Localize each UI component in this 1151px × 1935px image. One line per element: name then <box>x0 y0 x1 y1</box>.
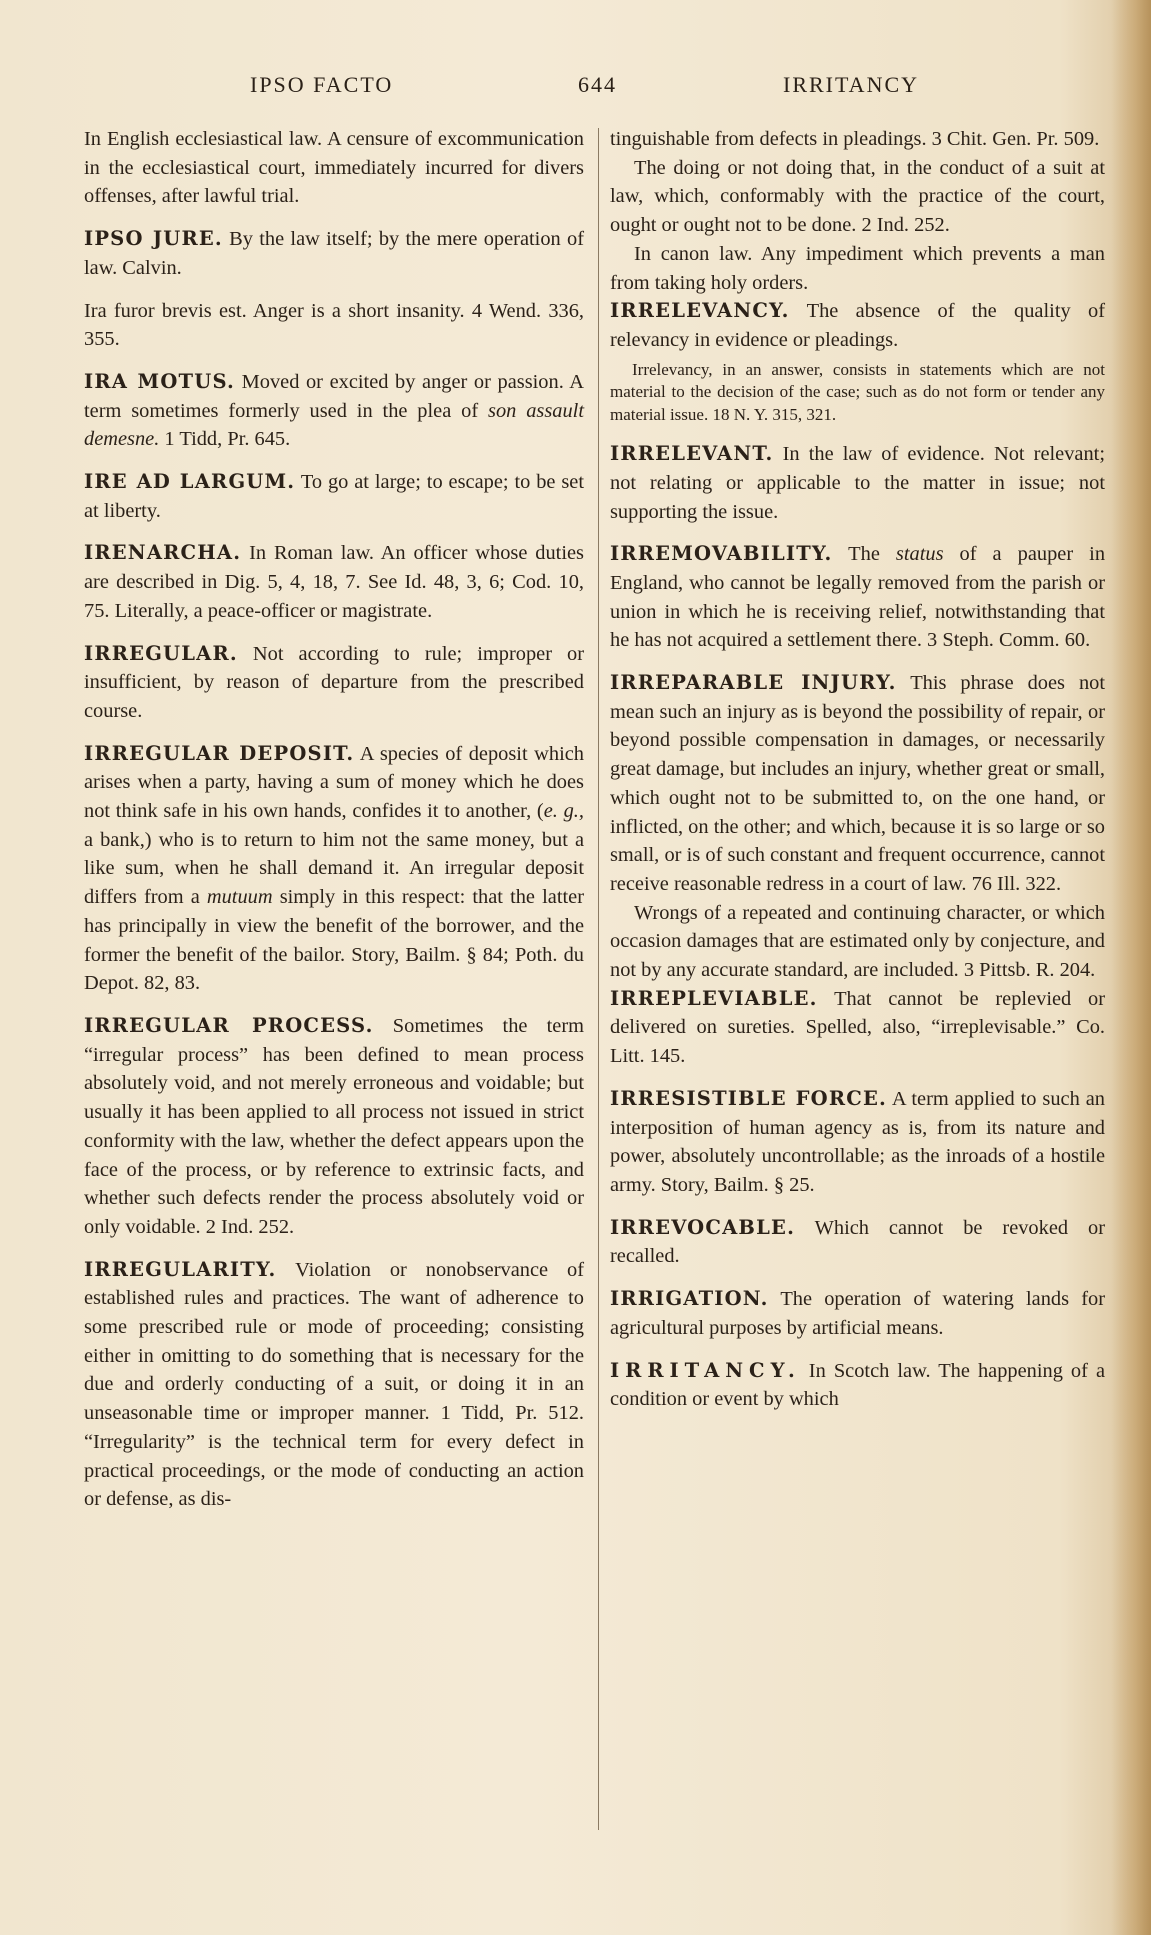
column-divider <box>598 128 599 1830</box>
entry-italic: e. g., <box>543 800 585 823</box>
running-head-left: IPSO FACTO <box>250 72 394 97</box>
entry-irregularity-continued <box>610 125 1105 154</box>
entry-text: A term applied to such an interposition of human agency as is, from its nature and power, absolutely uncontrollable; as the inroads of a hostile army. Story, Bailm. § 25. <box>610 1087 1105 1196</box>
entry-irrigation <box>610 1285 1105 1342</box>
entry-irrelevancy-note <box>610 359 1105 427</box>
entry-irregular-deposit <box>84 740 584 998</box>
entry-note-text: Irrelevancy, in an answer, consists in statements which are not material to the decision of the case; such as do not form or tender any material issue. 18 N. Y. 315, 321. <box>610 359 1105 424</box>
entry-irregularity-canon <box>610 240 1105 297</box>
entry-text: The <box>832 543 896 566</box>
entry-text: In canon law. Any impediment which prevents a man from taking holy orders. <box>610 242 1105 294</box>
entry-irregular-process <box>84 1012 584 1242</box>
entry-irrelevancy <box>610 297 1105 354</box>
entry-text: simply in this respect: that the latter has principally in view the benefit of the borrower, and the former the benefit of the bailor. Story, Bailm. § 84; Poth. du Depot. 82, 83. <box>84 886 584 995</box>
entry-text: This phrase does not mean such an injury as is beyond the possibility of repair, or beyond possible compensation in damages, or necessarily great damage, but includes an injury, whether great or small, which ought not to be submitted to, on the one hand, or inflicted, on the other; and which, because it is so large or so small, or is of such constant and frequent occurrence, cannot receive reasonable redress in a court of law. 76 Ill. 322. <box>610 672 1105 895</box>
entry-text: 1 Tidd, Pr. 645. <box>159 428 291 451</box>
entry-text: To go at large; to escape; to be set at liberty. <box>84 471 584 522</box>
entry-text: of a pauper in England, who cannot be legally removed from the parish or union in which he is receiving relief, notwithstanding that he has not acquired a settlement there. 3 Steph. Comm. 60. <box>610 543 1106 652</box>
headword: IRREMOVABILITY. <box>610 542 833 566</box>
entry-ira-motus <box>84 368 584 454</box>
running-head-right: IRRITANCY <box>783 72 920 97</box>
entry-text: Sometimes the term “irregular process” has been defined to mean process absolutely void, and not merely erroneous and voidable; but usually it has been applied to all process not issued in strict conformity with the law, whether the defect appears upon the face of the process, or by reference to extrinsic facts, and whether such defects render the process absolutely void or only voidable. 2 Ind. 252. <box>84 1014 584 1238</box>
headword: IRE AD LARGUM. <box>84 470 296 494</box>
entry-ira-furor <box>84 297 584 354</box>
headword: IRRIGATION. <box>610 1287 769 1311</box>
entry-text: In Roman law. An officer whose duties are described in Dig. 5, 4, 18, 7. See Id. 48, 3, 6; Cod. 10, 75. Literally, a peace-officer or magistrate. <box>84 542 584 622</box>
headword: IRREVOCABLE. <box>610 1215 796 1239</box>
running-head <box>0 72 1151 102</box>
entry-italic: mutuum <box>206 886 273 909</box>
left-column <box>84 125 584 1528</box>
entry-irregularity-paragraph <box>610 154 1105 240</box>
entry-text: Not according to rule; improper or insufficient, by reason of departure from the prescribed course. <box>84 642 584 722</box>
headword: IPSO JURE. <box>84 227 223 251</box>
entry-irrelevant <box>610 440 1105 526</box>
entry-irreparable-injury <box>610 669 1105 899</box>
headword: IRREGULARITY. <box>84 1257 277 1281</box>
entry-irregular <box>84 640 584 726</box>
right-column <box>610 125 1105 1428</box>
entry-text: A species of deposit which arises when a party, having a sum of money which he does not think safe in his own hands, confides it to another, ( <box>84 742 584 823</box>
entry-irremovability <box>610 540 1105 655</box>
entry-irrevocable <box>610 1214 1105 1271</box>
entry-ipso-jure <box>84 225 584 282</box>
entry-text: Which cannot be revoked or recalled. <box>610 1216 1105 1268</box>
entry-ipso-facto-continued <box>84 125 584 211</box>
entry-text: In Scotch law. The happening of a condition or event by which <box>610 1359 1105 1411</box>
entry-ire-ad-largum <box>84 468 584 525</box>
entry-text: The operation of watering lands for agricultural purposes by artificial means. <box>610 1288 1105 1339</box>
entry-text: In the law of evidence. Not relevant; not relating or applicable to the matter in issue; not supporting the issue. <box>610 443 1105 523</box>
entry-italic: status <box>895 543 944 566</box>
page-number: 644 <box>578 72 617 97</box>
entry-text: Moved or excited by anger or passion. A term sometimes formerly used in the plea of <box>84 370 584 422</box>
headword: IRREGULAR DEPOSIT. <box>84 741 355 765</box>
entry-text: a bank,) who is to return to him not the same money, but a like sum, when he shall demand it. An irregular deposit differs from a <box>84 828 584 909</box>
headword: IRENARCHA. <box>84 541 242 565</box>
entry-text: The doing or not doing that, in the conduct of a suit at law, which, conformably with the practice of the court, ought or ought not to be done. 2 Ind. 252. <box>610 156 1105 237</box>
entry-text: Violation or nonobservance of established rules and practices. The want of adherence to some prescribed rule or mode of proceeding; consisting either in omitting to do something that is necessary for the due and orderly conducting of a suit, or doing it in an unseasonable time or improper manner. 1 Tidd, Pr. 512. “Irregularity” is the technical term for every defect in practical proceedings, or the mode of conducting an action or defense, as dis- <box>84 1258 584 1511</box>
entry-irreparable-injury-paragraph <box>610 899 1105 985</box>
entry-italic: son assault demesne. <box>84 399 585 451</box>
entry-irregularity <box>84 1256 584 1514</box>
entry-irritancy <box>610 1357 1105 1414</box>
headword: IRRELEVANT. <box>610 442 774 466</box>
headword: IRREPLEVIABLE. <box>610 986 818 1010</box>
headword: IRRELEVANCY. <box>610 299 790 323</box>
headword: IRREPARABLE INJURY. <box>610 671 897 695</box>
headword: IRA MOTUS. <box>84 369 236 393</box>
headword: IRRITANCY. <box>610 1358 801 1382</box>
page-edge-shadow <box>1111 0 1151 1935</box>
headword: IRRESISTIBLE FORCE. <box>610 1086 888 1110</box>
headword: IRREGULAR. <box>84 641 238 665</box>
entry-text: That cannot be replevied or delivered on sureties. Spelled, also, “irreplevisable.” Co. Litt. 145. <box>610 987 1105 1068</box>
entry-irresistible-force <box>610 1085 1105 1200</box>
entry-text: tinguishable from defects in pleadings. 3 Chit. Gen. Pr. 509. <box>610 128 1100 150</box>
headword: IRREGULAR PROCESS. <box>84 1013 374 1037</box>
entry-text: Ira furor brevis est. Anger is a short insanity. 4 Wend. 336, 355. <box>84 299 584 351</box>
entry-text: Wrongs of a repeated and continuing character, or which occasion damages that are estimated only by conjecture, and not by any accurate standard, are included. 3 Pittsb. R. 204. <box>610 901 1105 982</box>
entry-text: By the law itself; by the mere operation of law. Calvin. <box>84 228 584 279</box>
entry-text: The absence of the quality of relevancy in evidence or pleadings. <box>610 300 1105 351</box>
entry-text: In English ecclesiastical law. A censure of excommunication in the ecclesiastical court, immediately incurred for divers offenses, after lawful trial. <box>84 128 584 208</box>
entry-irenarcha <box>84 539 584 625</box>
entry-irrepleviable <box>610 985 1105 1071</box>
